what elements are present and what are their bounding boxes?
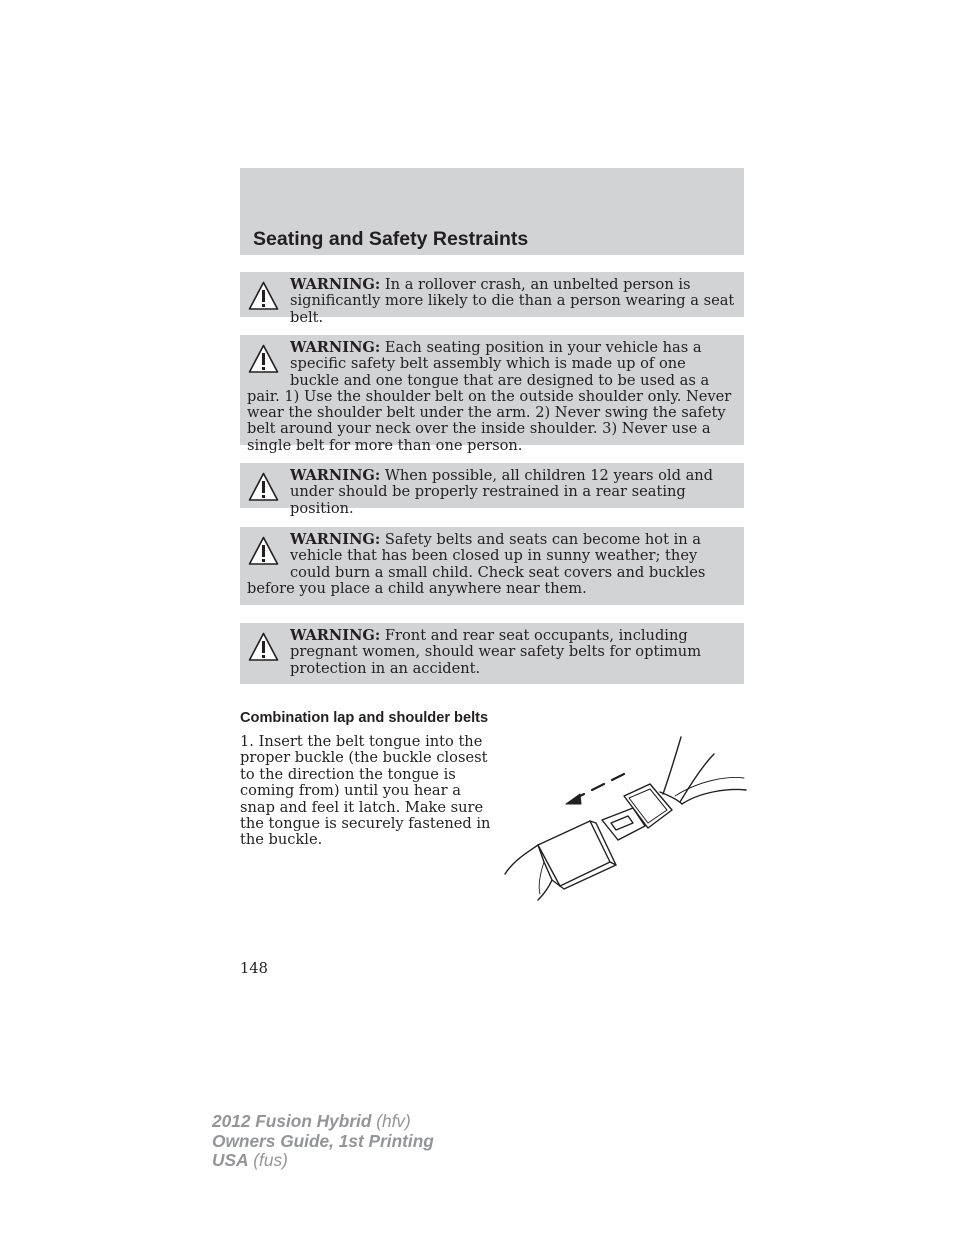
warning-text: When possible, all children 12 years old and under should be properly restrained in a rear seating position. (290, 467, 714, 517)
warning-label: WARNING: (290, 276, 381, 293)
warning-label: WARNING: (290, 467, 381, 484)
footer-line-2: Owners Guide, 1st Printing (212, 1130, 434, 1151)
warning-box-children (240, 463, 744, 517)
warning-triangle-icon (248, 281, 279, 311)
warning-box-rollover (240, 272, 744, 326)
page-title: Seating and Safety Restraints (253, 228, 529, 250)
footer-line-1: 2012 Fusion Hybrid (hfv) (212, 1111, 411, 1131)
seat-belt-buckle-illustration (500, 734, 750, 904)
warning-text: Front and rear seat occupants, including pregnant women, should wear safety belts for optimum protection in an accident. (290, 627, 702, 677)
warning-text: Safety belts and seats can become hot in a vehicle that has been closed up in sunny weather; they could burn a small child. Check seat covers and buckles before you place a child anywhere near them. (247, 531, 706, 597)
warning-label: WARNING: (290, 339, 381, 356)
page-number: 148 (240, 960, 268, 977)
warning-box-occupants (240, 623, 744, 684)
warning-triangle-icon (248, 536, 279, 566)
warning-triangle-icon (248, 344, 279, 374)
section-heading: Combination lap and shoulder belts (240, 710, 489, 726)
warning-triangle-icon (248, 632, 279, 662)
warning-box-seating-position (240, 335, 744, 454)
warning-text: In a rollover crash, an unbelted person is significantly more likely to die than a person wearing a seat belt. (290, 276, 735, 326)
section-header-band (240, 168, 744, 255)
step-1-text: 1. Insert the belt tongue into the proper buckle (the buckle closest to the direction the tongue is coming from) until you hear a snap and feel it latch. Make sure the tongue is securely fastened in the buckle. (240, 733, 491, 849)
warning-triangle-icon (248, 472, 279, 502)
warning-box-hot-belts (240, 527, 744, 605)
footer-line-3: USA (fus) (212, 1150, 288, 1170)
warning-label: WARNING: (290, 627, 381, 644)
warning-label: WARNING: (290, 531, 381, 548)
warning-text: Each seating position in your vehicle has a specific safety belt assembly which is made up of one buckle and one tongue that are designed to be used as a pair. 1) Use the shoulder belt on the outside shoulder only. Never wear the shoulder belt under the arm. 2) Never swing the safety belt around your neck over the inside shoulder. 3) Never use a single belt for more than one person. (247, 339, 732, 454)
document-footer (212, 1112, 434, 1171)
